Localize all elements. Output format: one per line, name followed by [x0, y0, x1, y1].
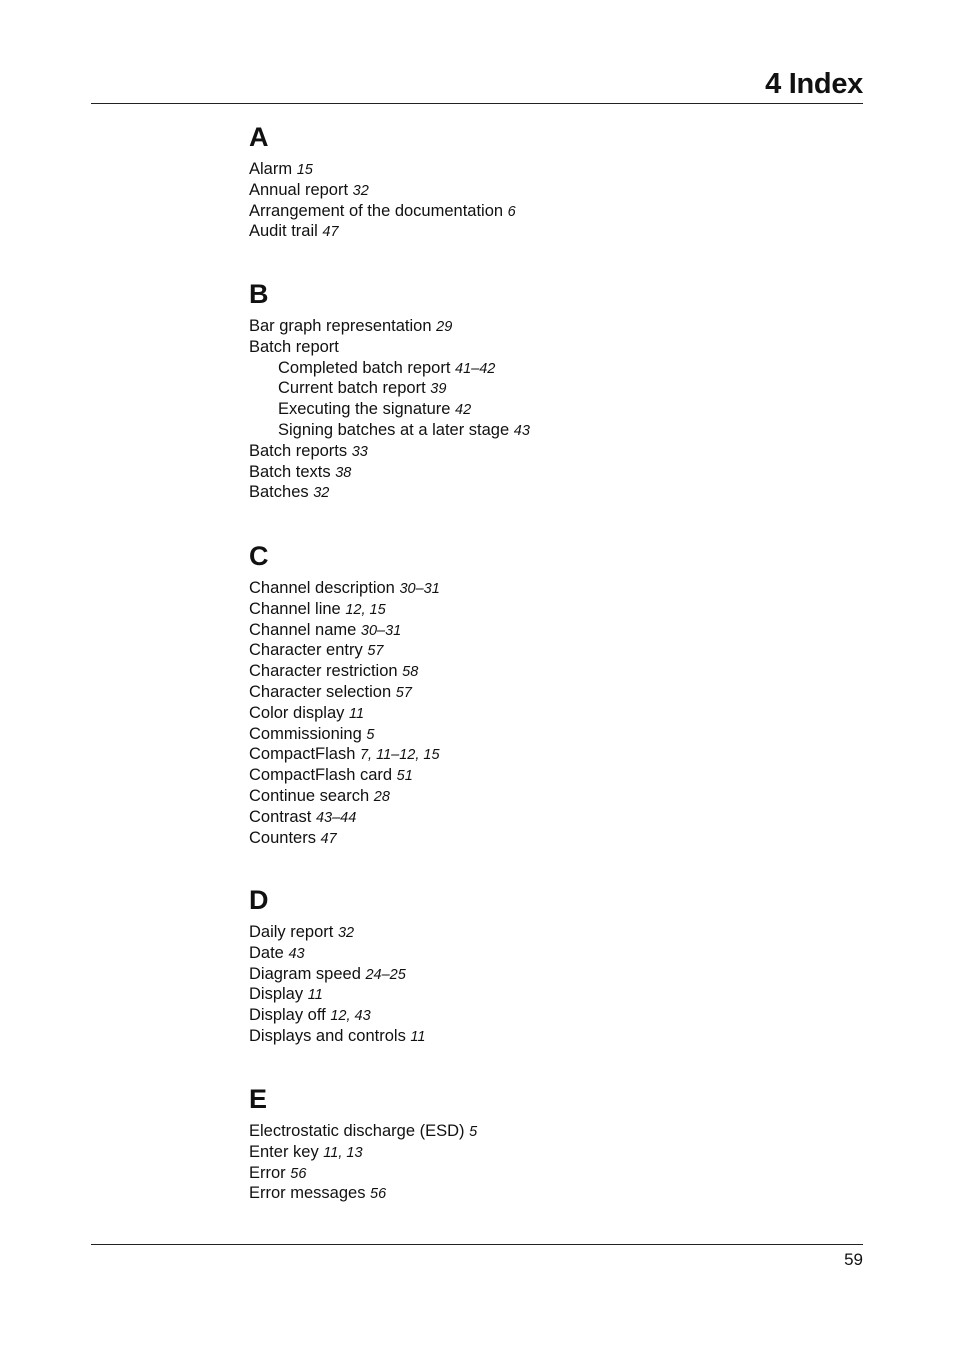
- entry-page-refs[interactable]: 57: [395, 684, 412, 701]
- entry-term: Display off: [249, 1006, 326, 1025]
- entry-term: Character entry: [249, 641, 363, 660]
- section-letter: A: [249, 122, 269, 152]
- entry-term: Character selection: [249, 682, 392, 701]
- index-entry: [249, 1163, 809, 1184]
- index-entry: [249, 703, 809, 724]
- entry-page-refs[interactable]: 32: [313, 485, 330, 502]
- entry-term: Channel name: [249, 620, 357, 639]
- entry-term: CompactFlash: [249, 745, 356, 764]
- footer-divider: [91, 1244, 863, 1245]
- entry-term: Completed batch report: [278, 358, 451, 377]
- entry-term: Color display: [249, 703, 345, 722]
- entry-term: Diagram speed: [249, 964, 361, 983]
- index-subentry: [249, 399, 809, 420]
- entry-page-refs[interactable]: 41–42: [455, 360, 496, 377]
- entry-page-refs[interactable]: 12, 15: [345, 601, 386, 618]
- index-entry: [249, 1005, 809, 1026]
- index-entry: [249, 828, 809, 849]
- index-entry: [249, 159, 809, 180]
- entry-term: Continue search: [249, 786, 370, 805]
- index-entry: [249, 578, 809, 599]
- entry-page-refs[interactable]: 5: [366, 726, 375, 743]
- index-entry: [249, 640, 809, 661]
- entry-term: Channel line: [249, 599, 341, 618]
- entry-page-refs[interactable]: 51: [396, 768, 413, 785]
- index-entry: [249, 441, 809, 462]
- entry-page-refs[interactable]: 11, 13: [323, 1144, 363, 1161]
- entry-term: Audit trail: [249, 222, 318, 241]
- entry-page-refs[interactable]: 32: [337, 925, 355, 941]
- page-number: 59: [844, 1250, 863, 1269]
- entry-term: Channel description: [249, 579, 395, 597]
- index-entry: [249, 1121, 809, 1142]
- entry-term: Enter key: [249, 1142, 319, 1161]
- index-section-a: [249, 118, 809, 242]
- entry-term: Counters: [249, 828, 316, 847]
- index-entry: [249, 786, 809, 807]
- entry-term: Date: [249, 943, 284, 962]
- entry-page-refs[interactable]: 57: [367, 643, 384, 660]
- entry-term: Error: [249, 1163, 286, 1182]
- entry-page-refs[interactable]: 29: [436, 319, 453, 335]
- entry-page-refs[interactable]: 39: [430, 381, 447, 398]
- index-section-c: [249, 537, 809, 848]
- entry-term: Annual report: [249, 180, 349, 199]
- index-entry: [249, 221, 809, 242]
- index-entry: [249, 964, 809, 985]
- entry-term: Batch texts: [249, 462, 331, 481]
- entry-page-refs[interactable]: 58: [402, 664, 419, 681]
- index-entry: [249, 1183, 809, 1204]
- section-letter: E: [249, 1084, 268, 1114]
- entry-term: Alarm: [249, 160, 293, 178]
- entry-term: Executing the signature: [278, 400, 451, 419]
- index-entry: [249, 1142, 809, 1163]
- index-entry: [249, 984, 809, 1005]
- entry-page-refs[interactable]: 24–25: [365, 966, 406, 983]
- index-entry: [249, 682, 809, 703]
- entry-page-refs[interactable]: 47: [322, 224, 339, 241]
- index-section-d: [249, 881, 809, 1047]
- entry-term: Daily report: [249, 923, 334, 941]
- entry-page-refs[interactable]: 43: [513, 422, 530, 439]
- entry-page-refs[interactable]: 7, 11–12, 15: [359, 747, 440, 764]
- entry-term: Character restriction: [249, 662, 398, 681]
- entry-term: Batches: [249, 483, 309, 502]
- index-entry: [249, 620, 809, 641]
- page-title: 4 Index: [765, 68, 863, 100]
- entry-term: Bar graph representation: [249, 317, 432, 335]
- entry-page-refs[interactable]: 11: [410, 1028, 426, 1045]
- entry-term: Signing batches at a later stage: [278, 420, 510, 439]
- entry-term: Display: [249, 985, 304, 1004]
- index-entry: [249, 201, 809, 222]
- index-subentry: [249, 358, 809, 379]
- entry-page-refs[interactable]: 42: [455, 402, 472, 419]
- section-letter: D: [249, 885, 269, 915]
- index-entry: [249, 316, 809, 337]
- index-entry: [249, 482, 809, 503]
- entry-term: Displays and controls: [249, 1026, 406, 1045]
- index-entry: [249, 922, 809, 943]
- index-entry: [249, 599, 809, 620]
- index-subentry: [249, 420, 809, 441]
- index-entry: [249, 724, 809, 745]
- entry-page-refs[interactable]: 33: [351, 443, 368, 460]
- entry-page-refs[interactable]: 6: [507, 203, 516, 220]
- index-entry: [249, 1026, 809, 1047]
- entry-term: Error messages: [249, 1184, 366, 1203]
- header-divider: [91, 103, 863, 104]
- entry-page-refs[interactable]: 11: [307, 987, 323, 1004]
- index-entry: [249, 943, 809, 964]
- entry-page-refs[interactable]: 15: [296, 162, 313, 178]
- entry-term: Arrangement of the documentation: [249, 201, 504, 220]
- entry-term: Batch reports: [249, 441, 348, 460]
- index-section-e: [249, 1080, 809, 1204]
- entry-term: Current batch report: [278, 379, 426, 398]
- entry-page-refs[interactable]: 30–31: [399, 581, 440, 597]
- index-entry: [249, 744, 809, 765]
- index-entry: [249, 462, 809, 483]
- entry-page-refs[interactable]: 28: [373, 788, 390, 805]
- entry-term: CompactFlash card: [249, 766, 393, 785]
- entry-term: Electrostatic discharge (ESD): [249, 1122, 465, 1140]
- entry-page-refs[interactable]: 12, 43: [330, 1008, 371, 1025]
- index-section-b: [249, 275, 809, 503]
- entry-page-refs[interactable]: 43–44: [315, 809, 357, 826]
- entry-term: Commissioning: [249, 724, 362, 743]
- index-entry: [249, 807, 809, 828]
- entry-page-refs[interactable]: 38: [335, 464, 352, 481]
- section-letter: B: [249, 279, 269, 309]
- entry-page-refs[interactable]: 56: [290, 1165, 307, 1182]
- entry-page-refs[interactable]: 30–31: [360, 622, 402, 639]
- index-entry: [249, 765, 809, 786]
- index-entry: [249, 337, 809, 358]
- entry-page-refs[interactable]: 5: [469, 1124, 478, 1140]
- entry-page-refs[interactable]: 11: [348, 705, 365, 722]
- entry-page-refs[interactable]: 32: [352, 182, 369, 199]
- entry-page-refs[interactable]: 43: [288, 945, 305, 962]
- index-entry: [249, 180, 809, 201]
- entry-term: Batch report: [249, 337, 339, 356]
- entry-term: Contrast: [249, 807, 312, 826]
- entry-page-refs[interactable]: 47: [320, 830, 337, 847]
- section-letter: C: [249, 541, 269, 571]
- index-subentry: [249, 378, 809, 399]
- entry-page-refs[interactable]: 56: [370, 1186, 387, 1203]
- index-entry: [249, 661, 809, 682]
